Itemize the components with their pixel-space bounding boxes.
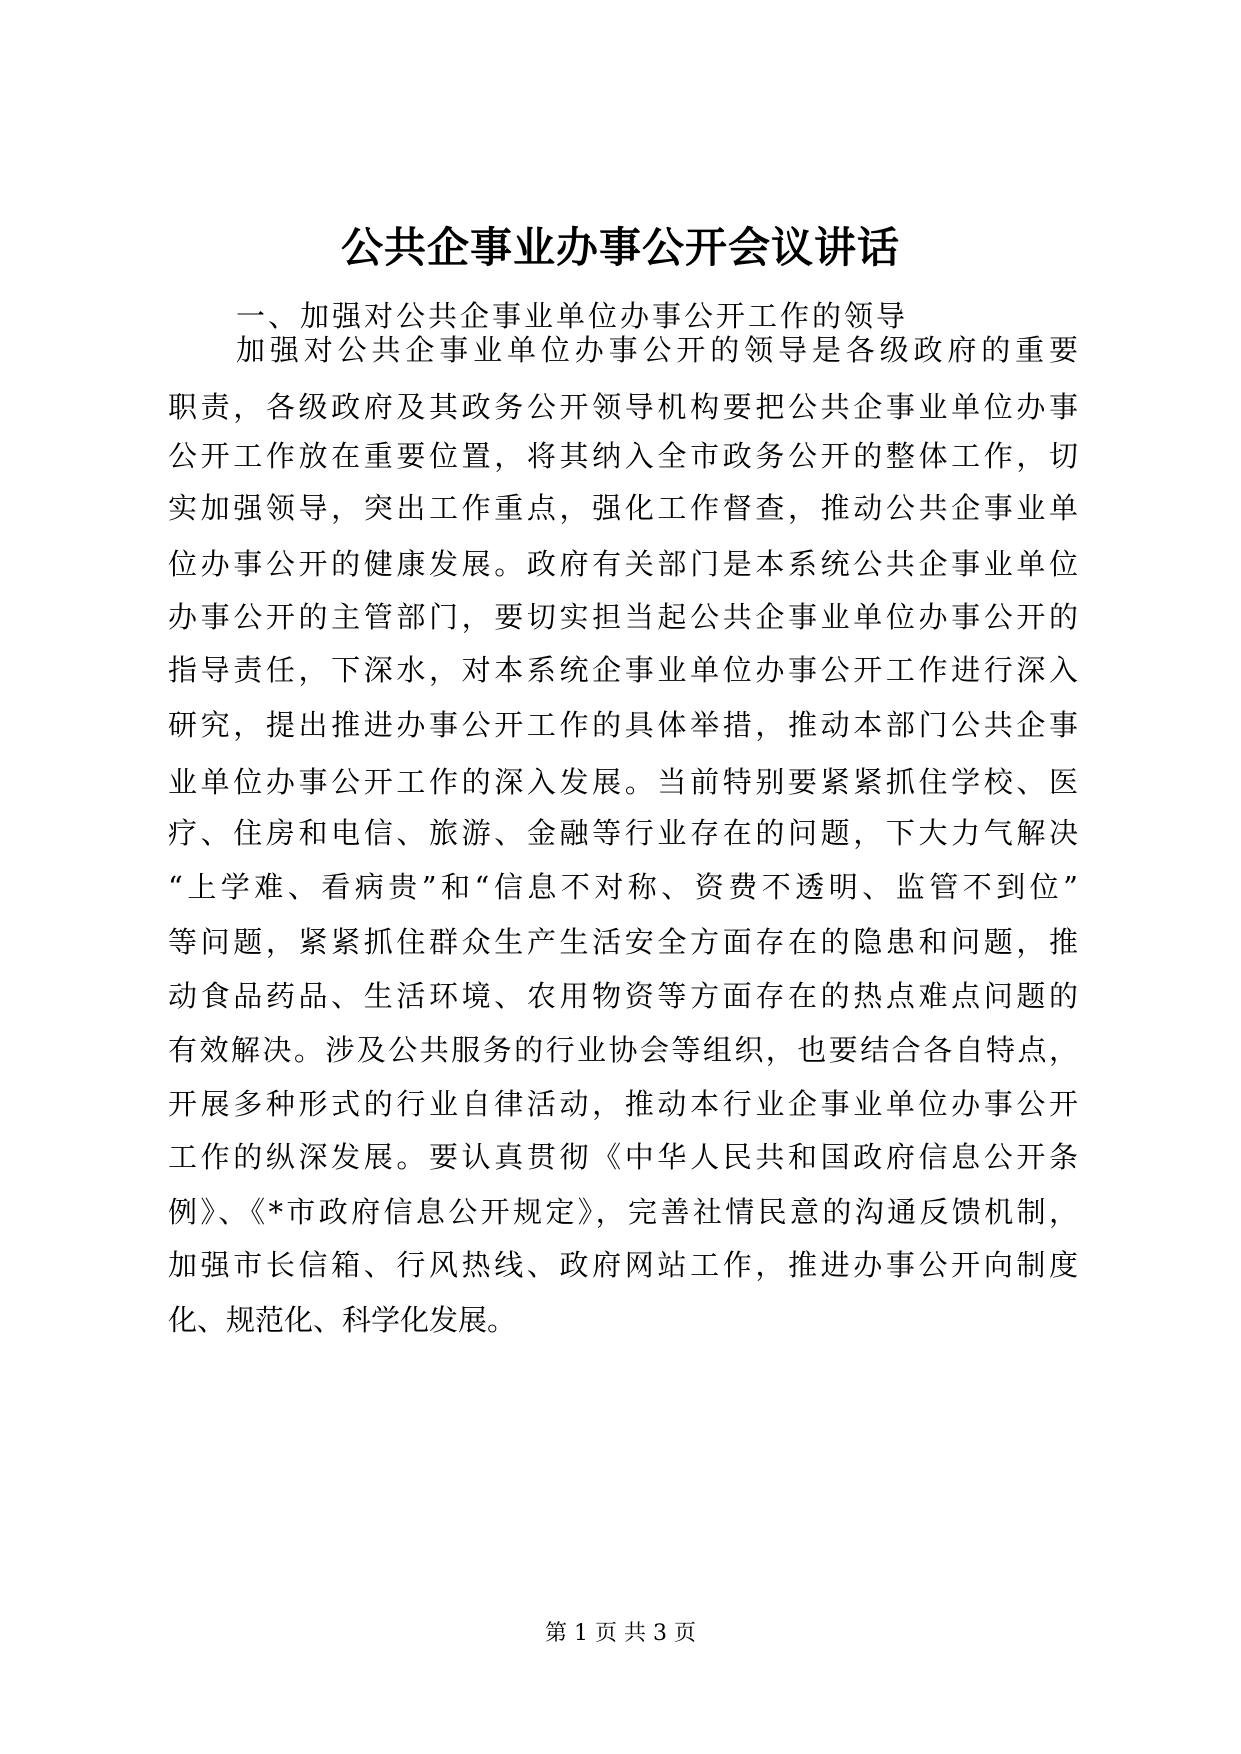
paragraph-line: 研究，提出推进办事公开工作的具体举措，推动本部门公共企事 <box>168 708 1078 742</box>
paragraph-line: 例》、《*市政府信息公开规定》，完善社情民意的沟通反馈机制， <box>168 1195 1078 1229</box>
paragraph-line: 疗、住房和电信、旅游、金融等行业存在的问题，下大力气解决 <box>168 816 1078 850</box>
paragraph-line: 化、规范化、科学化发展。 <box>168 1303 517 1337</box>
paragraph-line: 办事公开的主管部门，要切实担当起公共企事业单位办事公开的 <box>168 600 1078 634</box>
paragraph-line: 有效解决。涉及公共服务的行业协会等组织，也要结合各自特点， <box>168 1033 1078 1067</box>
paragraph-line: “上学难、看病贵”和“信息不对称、资费不透明、监管不到位” <box>168 870 1078 904</box>
paragraph-line: 工作的纵深发展。要认真贯彻《中华人民共和国政府信息公开条 <box>168 1140 1078 1174</box>
paragraph-line: 加强市长信箱、行风热线、政府网站工作，推进办事公开向制度 <box>168 1248 1078 1282</box>
paragraph-line: 动食品药品、生活环境、农用物资等方面存在的热点难点问题的 <box>168 979 1078 1013</box>
paragraph-line: 职责，各级政府及其政务公开领导机构要把公共企事业单位办事 <box>168 390 1078 424</box>
paragraph-line: 加强对公共企事业单位办事公开的领导是各级政府的重要 <box>236 333 1078 367</box>
paragraph-line: 等问题，紧紧抓住群众生产生活安全方面存在的隐患和问题，推 <box>168 925 1078 959</box>
paragraph-line: 实加强领导，突出工作重点，强化工作督查，推动公共企事业单 <box>168 491 1078 525</box>
page-number-footer: 第 1 页 共 3 页 <box>545 1621 696 1646</box>
document-title: 公共企事业办事公开会议讲话 <box>340 223 900 272</box>
paragraph-line: 位办事公开的健康发展。政府有关部门是本系统公共企事业单位 <box>168 547 1078 581</box>
paragraph-line: 开展多种形式的行业自律活动，推动本行业企事业单位办事公开 <box>168 1087 1078 1121</box>
paragraph-line: 业单位办事公开工作的深入发展。当前特别要紧紧抓住学校、医 <box>168 765 1078 799</box>
section-heading: 一、加强对公共企事业单位办事公开工作的领导 <box>236 299 909 333</box>
paragraph-line: 指导责任，下深水，对本系统企事业单位办事公开工作进行深入 <box>168 653 1078 687</box>
paragraph-line: 公开工作放在重要位置，将其纳入全市政务公开的整体工作，切 <box>168 439 1078 473</box>
